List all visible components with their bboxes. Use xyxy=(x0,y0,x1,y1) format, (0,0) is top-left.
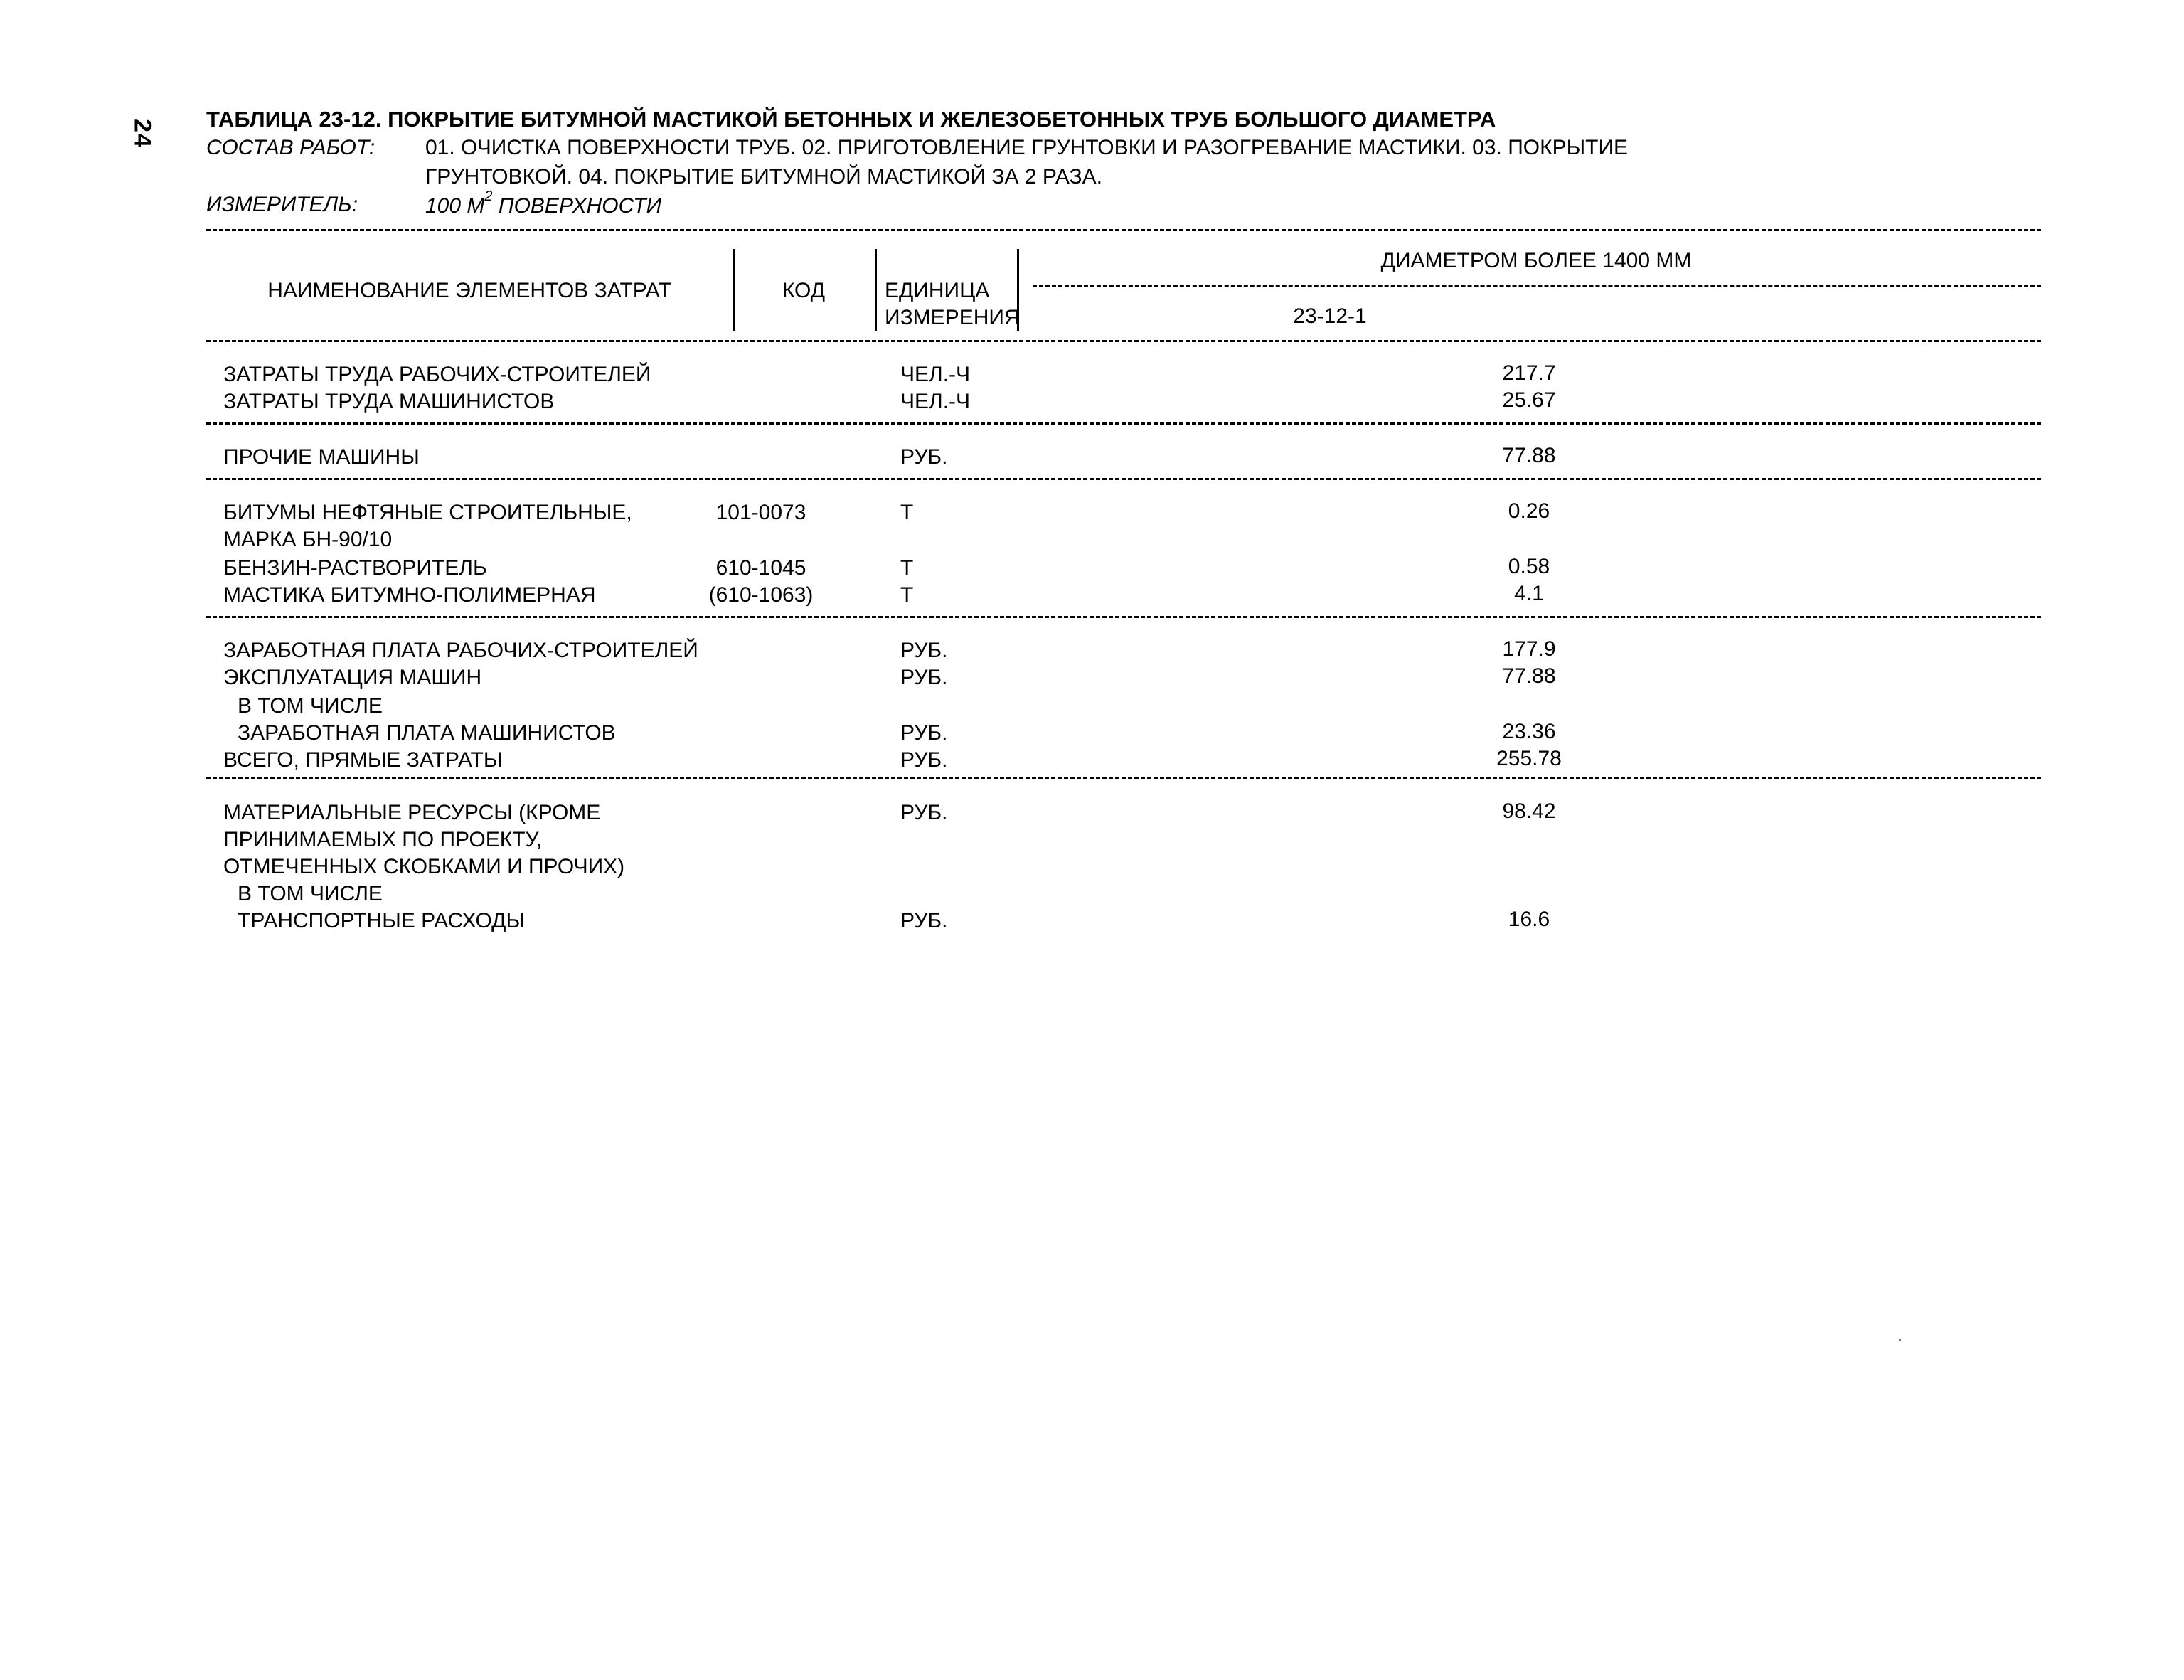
row-value: 4.1 xyxy=(1514,582,1544,605)
row-name: ЭКСПЛУАТАЦИЯ МАШИН xyxy=(223,666,482,689)
sostav-text-line1: 01. ОЧИСТКА ПОВЕРХНОСТИ ТРУБ. 02. ПРИГОТОВЛЕНИЕ ГРУНТОВКИ И РАЗОГРЕВАНИЕ МАСТИКИ. 03. ПОКРЫТИЕ xyxy=(425,136,1629,159)
row-unit: РУБ. xyxy=(900,748,948,772)
row-unit: Т xyxy=(900,556,914,580)
scan-speck xyxy=(1899,1339,1901,1341)
row-name: ПРИНИМАЕМЫХ ПО ПРОЕКТУ, xyxy=(223,828,542,851)
header-unit-line2: ИЗМЕРЕНИЯ xyxy=(885,306,1020,329)
row-unit: РУБ. xyxy=(900,721,948,745)
row-name: ВСЕГО, ПРЯМЫЕ ЗАТРАТЫ xyxy=(223,748,503,772)
row-name: ЗАТРАТЫ ТРУДА МАШИНИСТОВ xyxy=(223,390,555,413)
row-value: 23.36 xyxy=(1502,720,1556,743)
row-code: (610-1063) xyxy=(708,583,814,607)
page-number: 24 xyxy=(129,119,156,149)
izmeritel-value: 100 $М^2$ ПОВЕРХНОСТИ xyxy=(425,188,662,218)
row-name: БИТУМЫ НЕФТЯНЫЕ СТРОИТЕЛЬНЫЕ, xyxy=(223,501,632,524)
row-unit: РУБ. xyxy=(900,801,948,824)
row-name: МАТЕРИАЛЬНЫЕ РЕСУРСЫ (КРОМЕ xyxy=(223,801,601,824)
row-unit: РУБ. xyxy=(900,909,948,932)
izmeritel-label: ИЗМЕРИТЕЛЬ: xyxy=(206,193,358,216)
row-code: 610-1045 xyxy=(715,556,806,580)
row-name: МАРКА БН-90/10 xyxy=(223,528,393,551)
sostav-label: СОСТАВ РАБОТ: xyxy=(206,136,375,159)
row-name: БЕНЗИН-РАСТВОРИТЕЛЬ xyxy=(223,556,487,580)
row-value: 77.88 xyxy=(1502,664,1556,688)
row-unit: РУБ. xyxy=(900,445,948,469)
table-title: ТАБЛИЦА 23-12. ПОКРЫТИЕ БИТУМНОЙ МАСТИКОЙ БЕТОННЫХ И ЖЕЛЕЗОБЕТОННЫХ ТРУБ БОЛЬШОГО ДИАМЕТРА xyxy=(206,107,1496,132)
header-divider-2 xyxy=(875,249,877,331)
row-name: ЗАРАБОТНАЯ ПЛАТА МАШИНИСТОВ xyxy=(238,721,616,745)
rule-section3 xyxy=(206,616,2041,618)
row-name: МАСТИКА БИТУМНО-ПОЛИМЕРНАЯ xyxy=(223,583,596,607)
row-unit: Т xyxy=(900,501,914,524)
header-code: КОД xyxy=(782,279,826,302)
row-value: 98.42 xyxy=(1502,799,1556,823)
row-unit: ЧЕЛ.-Ч xyxy=(900,390,971,413)
row-value: 77.88 xyxy=(1502,444,1556,467)
row-name: В ТОМ ЧИСЛЕ xyxy=(238,694,383,718)
row-unit: РУБ. xyxy=(900,666,948,689)
header-diameter: ДИАМЕТРОМ БОЛЕЕ 1400 ММ xyxy=(1380,249,1692,272)
row-name: ЗАРАБОТНАЯ ПЛАТА РАБОЧИХ-СТРОИТЕЛЕЙ xyxy=(223,639,698,662)
row-value: 0.26 xyxy=(1508,499,1550,523)
header-name: НАИМЕНОВАНИЕ ЭЛЕМЕНТОВ ЗАТРАТ xyxy=(267,279,671,302)
row-name: ТРАНСПОРТНЫЕ РАСХОДЫ xyxy=(238,909,526,932)
row-name: ОТМЕЧЕННЫХ СКОБКАМИ И ПРОЧИХ) xyxy=(223,855,625,878)
row-unit: Т xyxy=(900,583,914,607)
rule-header-mid xyxy=(1033,285,2041,287)
row-value: 25.67 xyxy=(1502,388,1556,412)
row-name: ЗАТРАТЫ ТРУДА РАБОЧИХ-СТРОИТЕЛЕЙ xyxy=(223,363,651,386)
row-value: 0.58 xyxy=(1508,555,1550,578)
row-value: 217.7 xyxy=(1502,361,1556,385)
row-value: 16.6 xyxy=(1508,908,1550,931)
row-unit: ЧЕЛ.-Ч xyxy=(900,363,971,386)
sostav-text-line2: ГРУНТОВКОЙ. 04. ПОКРЫТИЕ БИТУМНОЙ МАСТИКОЙ ЗА 2 РАЗА. xyxy=(425,165,1102,188)
rule-section1 xyxy=(206,422,2041,425)
header-column-code: 23-12-1 xyxy=(1293,304,1367,328)
row-value: 255.78 xyxy=(1496,747,1562,770)
row-name: В ТОМ ЧИСЛЕ xyxy=(238,882,383,905)
row-value: 177.9 xyxy=(1502,637,1556,661)
row-unit: РУБ. xyxy=(900,639,948,662)
header-unit-line1: ЕДИНИЦА xyxy=(885,279,990,302)
row-code: 101-0073 xyxy=(715,501,806,524)
rule-section2 xyxy=(206,478,2041,480)
rule-top xyxy=(206,229,2041,231)
row-name: ПРОЧИЕ МАШИНЫ xyxy=(223,445,420,469)
rule-section4 xyxy=(206,777,2041,779)
rule-header-bottom xyxy=(206,340,2041,342)
